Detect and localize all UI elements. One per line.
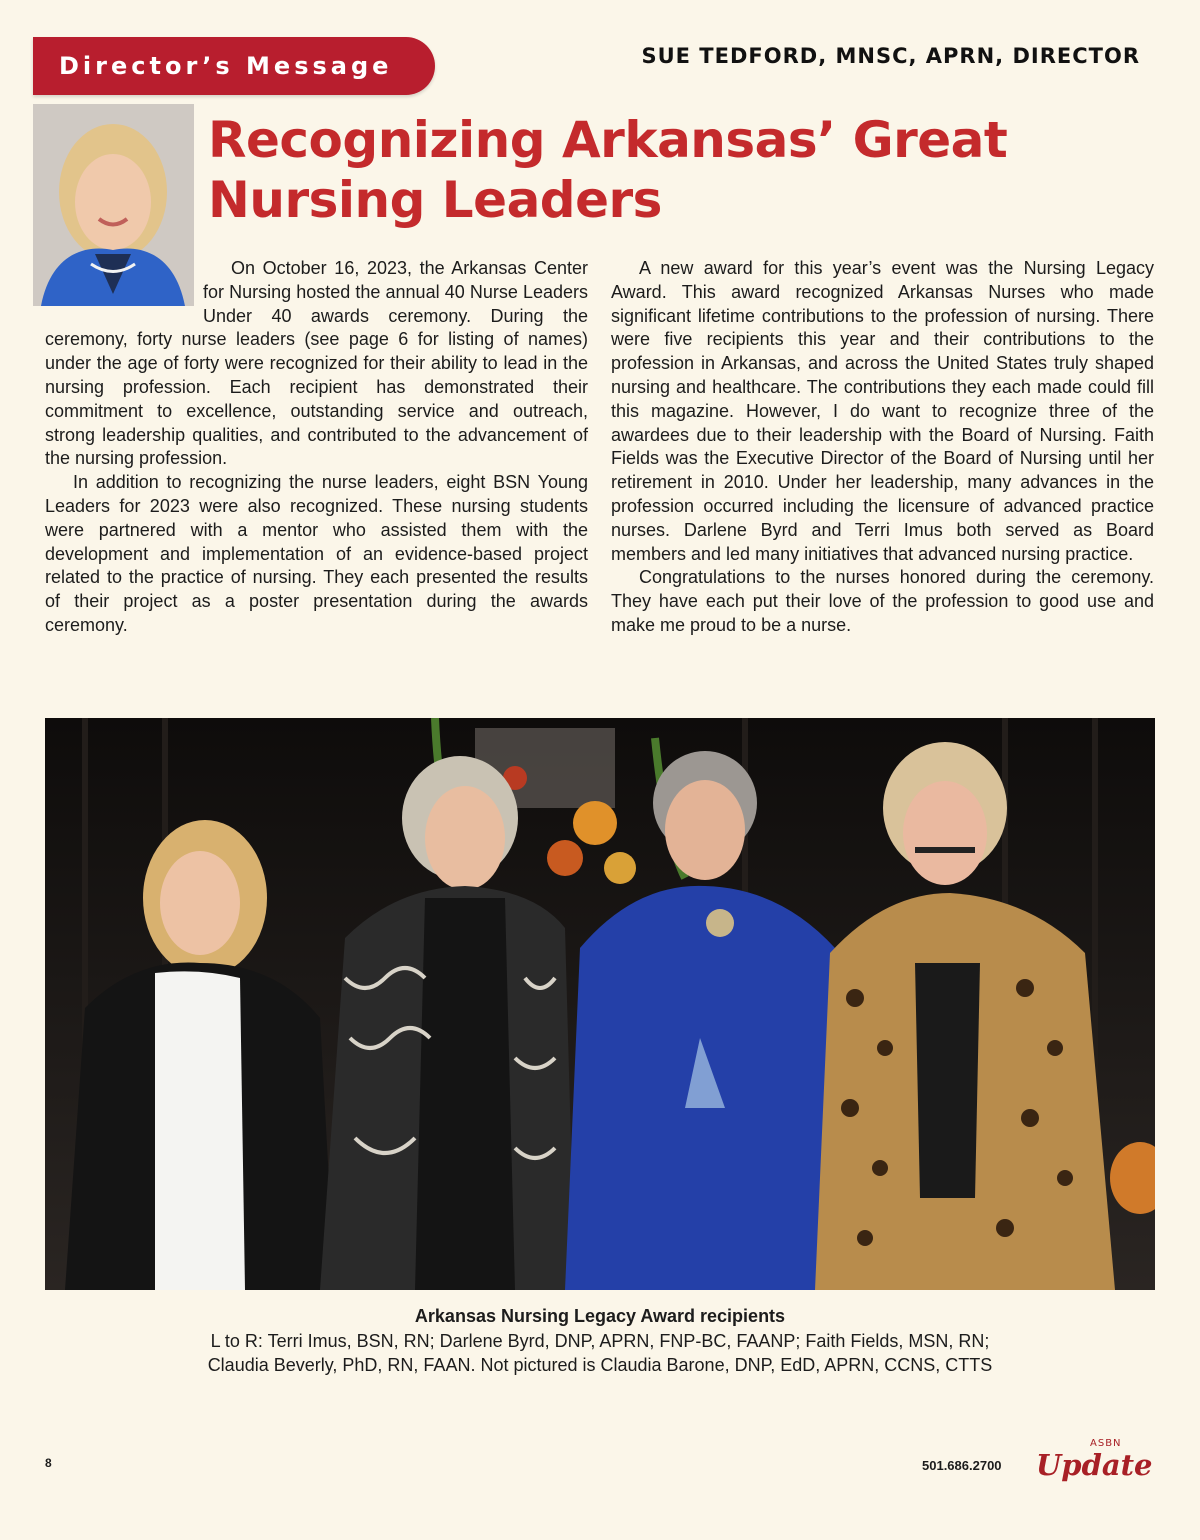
paragraph: In addition to recognizing the nurse leaders, eight BSN Young Leaders for 2023 were also recognized. These nursing students were partnered with a mentor who assisted them with the development and implementation of an evidence-based project related to the practice of nursing. They each presented the results of their project as a poster presentation during the awards ceremony. (45, 472, 588, 635)
page-number: 8 (45, 1456, 52, 1470)
section-label: Director’s Message (59, 52, 393, 80)
award-recipients-photo (45, 718, 1155, 1290)
asbn-update-logo (1030, 1438, 1170, 1488)
right-column (611, 257, 1154, 638)
paragraph: Congratulations to the nurses honored during the ceremony. They have each put their love of the profession to good use and make me proud to be a nurse. (611, 567, 1154, 635)
logo-main-text: Update (1036, 1448, 1153, 1482)
portrait-wrap-space (45, 257, 203, 323)
logo-small-text: ASBN (1090, 1438, 1122, 1449)
left-column (45, 257, 588, 638)
author-byline: SUE TEDFORD, MNSC, APRN, DIRECTOR (641, 44, 1140, 68)
title-line-1: Recognizing Arkansas’ Great (208, 111, 1008, 169)
paragraph: On October 16, 2023, the Arkansas Center for Nursing hosted the annual 40 Nurse Leaders Under 40 awards ceremony. During the ceremony, forty nurse leaders (see page 6 for listing of names) under the age of forty were recognized for their ability to lead in the nursing profession. Each recipient has demonstrated their commitment to excellence, outstanding service and outreach, strong leadership qualities, and contributed to the advancement of the nursing profession. (45, 258, 588, 469)
title-line-2: Nursing Leaders (208, 171, 662, 229)
footer-phone: 501.686.2700 (922, 1458, 1002, 1473)
photo-caption-line-1: L to R: Terri Imus, BSN, RN; Darlene Byrd, DNP, APRN, FNP-BC, FAANP; Faith Fields, MSN, RN; (210, 1331, 990, 1351)
photo-caption-title: Arkansas Nursing Legacy Award recipients (414, 1306, 786, 1326)
paragraph: A new award for this year’s event was the Nursing Legacy Award. This award recognized Arkansas Nurses who made significant lifetime contributions to the profession of nursing. There were five recipients this year and their contributions to the profession in Arkansas, and across the United States truly shaped nursing and healthcare. The contributions they each made could fill this magazine. However, I do want to recognize three of the awardees due to their leadership with the Board of Nursing. Faith Fields was the Executive Director of the Board of Nursing until her retirement in 2010. Under her leadership, many advances in the profession occurred including the licensure of advanced practice nurses. Darlene Byrd and Terri Imus both served as Board members and led many initiatives that advanced nursing practice. (611, 258, 1154, 564)
section-tab (33, 37, 435, 95)
article-title (208, 110, 1108, 230)
photo-caption-line-2: Claudia Beverly, PhD, RN, FAAN. Not pictured is Claudia Barone, DNP, EdD, APRN, CCNS, CTTS (207, 1355, 993, 1375)
